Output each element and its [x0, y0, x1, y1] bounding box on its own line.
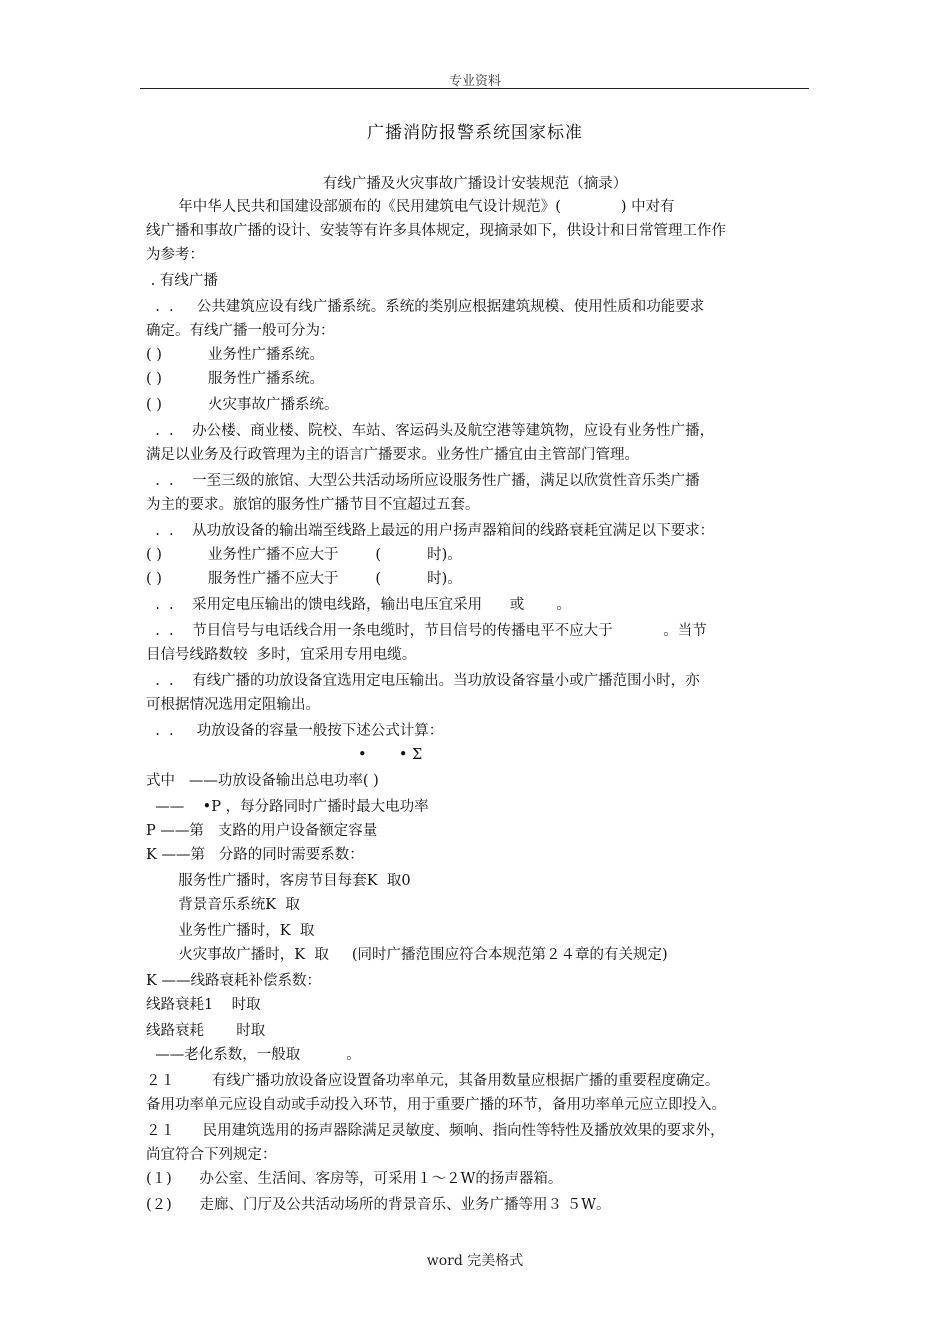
body-line: ( ) 业务性广播系统。: [146, 347, 325, 363]
body-line: K ——线路衰耗补偿系数：: [146, 973, 321, 989]
body-line: 备用功率单元应设自动或手动投入环节，用于重要广播的环节，备用功率单元应立即投入。: [146, 1097, 726, 1113]
body-line: ( ) 业务性广播不应大于 ( 时)。: [146, 547, 462, 563]
body-line: 可根据情况选用定阻输出。: [146, 697, 320, 713]
body-line: P ——第 支路的用户设备额定容量: [146, 823, 378, 839]
body-line: . . 采用定电压输出的馈电线路，输出电压宜采用 或 。: [146, 597, 572, 613]
body-line: 为参考：: [146, 247, 204, 263]
body-line: . . 节目信号与电话线合用一条电缆时，节目信号的传播电平不应大于 。当节: [146, 623, 707, 639]
body-line: • • Σ: [146, 747, 423, 763]
body-line: 目信号线路数较 多时，宜采用专用电缆。: [146, 647, 417, 663]
body-line: 服务性广播时，客房节目每套K 取0: [146, 873, 411, 889]
body-line: —— •P ，每分路同时广播时最大电功率: [146, 799, 429, 815]
body-line: ２１ 有线广播功放设备应设置备功率单元，其备用数量应根据广播的重要程度确定。: [146, 1073, 720, 1089]
page-header: 专业资料: [448, 74, 501, 89]
body-line: ２１ 民用建筑选用的扬声器除满足灵敏度、频响、指向性等特性及播放效果的要求外，: [146, 1123, 725, 1139]
header-divider: [140, 88, 809, 89]
body-line: 线路衰耗1 时取: [146, 997, 261, 1013]
body-line: 线路衰耗 时取: [146, 1023, 266, 1039]
body-line: ( ) 服务性广播不应大于 ( 时)。: [146, 571, 462, 587]
page-footer: word 完美格式: [426, 1253, 524, 1269]
body-line: 式中 ——功放设备输出总电功率( ): [146, 773, 379, 789]
body-line: . . 一至三级的旅馆、大型公共活动场所应设服务性广播，满足以欣赏性音乐类广播: [146, 473, 700, 489]
body-line: (２) 走廊、门厅及公共活动场所的背景音乐、业务广播等用３ ５W。: [146, 1197, 611, 1213]
body-line: ( ) 服务性广播系统。: [146, 371, 325, 387]
document-subtitle: 有线广播及火灾事故广播设计安装规范（摘录）: [322, 176, 628, 192]
body-line: ( ) 火灾事故广播系统。: [146, 397, 339, 413]
body-line: (１) 办公室、生活间、客房等，可采用１～２W的扬声器箱。: [146, 1171, 563, 1187]
body-line: 满足以业务及行政管理为主的语言广播要求。业务性广播宜由主管部门管理。: [146, 447, 639, 463]
body-line: 为主的要求。旅馆的服务性广播节目不宜超过五套。: [146, 497, 480, 513]
body-line: 年中华人民共和国建设部颁布的《民用建筑电气设计规范》( ) 中对有: [146, 199, 675, 215]
document-title: 广播消防报警系统国家标准: [367, 123, 583, 143]
body-line: . . 公共建筑应设有线广播系统。系统的类别应根据建筑规模、使用性质和功能要求: [146, 299, 705, 315]
body-line: 线广播和事故广播的设计、安装等有许多具体规定，现摘录如下，供设计和日常管理工作作: [146, 223, 726, 239]
body-line: 火灾事故广播时，K 取 (同时广播范围应符合本规范第２４章的有关规定): [146, 947, 668, 963]
body-line: . . 办公楼、商业楼、院校、车站、客运码头及航空港等建筑物，应设有业务性广播，: [146, 423, 715, 439]
body-line: . . 有线广播的功放设备宜选用定电压输出。当功放设备容量小或广播范围小时，亦: [146, 673, 700, 689]
body-line: . 有线广播: [146, 273, 218, 289]
body-line: . . 功放设备的容量一般按下述公式计算：: [146, 723, 444, 739]
body-line: K ——第 分路的同时需要系数：: [146, 847, 364, 863]
body-line: 尚宜符合下列规定：: [146, 1147, 277, 1163]
body-line: 背景音乐系统K 取: [146, 897, 300, 913]
body-line: 确定。有线广播一般可分为：: [146, 323, 335, 339]
body-line: . . 从功放设备的输出端至线路上最远的用户扬声器箱间的线路衰耗宜满足以下要求：: [146, 523, 715, 539]
body-line: ——老化系数，一般取 。: [146, 1047, 361, 1063]
body-line: 业务性广播时，K 取: [146, 923, 315, 939]
